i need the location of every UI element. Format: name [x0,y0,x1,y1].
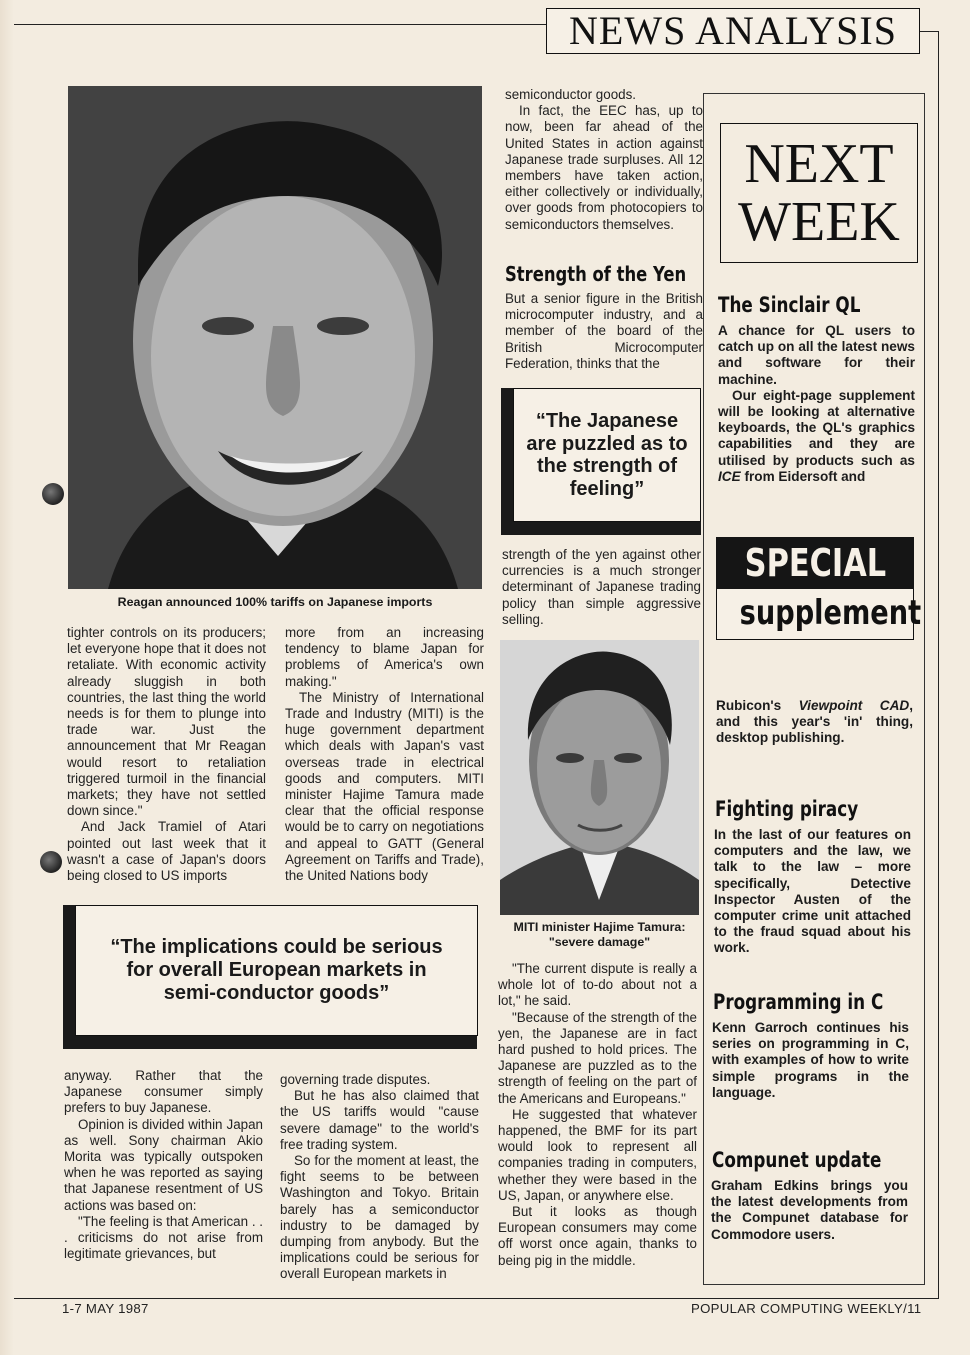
sidebar-heading-compunet-update: Compunet update [712,1148,882,1172]
sidebar-text-run: Our eight-page supplement will be looking at alternative keyboards, the QL's graphics capabilities and they are utilised by products such as [718,387,915,468]
footer-rule [14,1298,938,1299]
sidebar-paragraph: Kenn Garroch continues his series on programming in C, with examples of how to write simple programs in the language. [712,1020,909,1100]
article-paragraph: But it looks as though European consumers may come off worst once again, thanks to being pig in the middle. [498,1204,697,1268]
article-paragraph: "The feeling is that American . . . criticisms do not arise from legitimate grievances, but [64,1213,263,1262]
sidebar-text-italic: ICE [718,468,741,484]
sidebar-text-run: Rubicon's [716,698,799,713]
pull-quote-text: “The Japanese are puzzled as to the strength of feeling” [526,410,688,500]
binder-hole [40,851,62,873]
article-column-2-lower [280,1072,479,1283]
article-paragraph: semiconductor goods. [505,87,637,102]
sidebar-text-rubicon [716,698,913,747]
article-paragraph: But a senior figure in the British microcomputer industry, and a member of the board of the British Microcomputer Federation, thinks that the [505,291,703,371]
supplement-banner-word: supplement [739,593,922,633]
sidebar-text-run: from Eidersoft and [740,468,866,484]
pull-quote-text: “The implications could be serious for overall European markets in semi-conductor goods” [110,936,443,1004]
special-banner-bottom [716,589,922,640]
article-paragraph: "The current dispute is really a whole lot of to-do about not a lot," he said. [498,961,697,1009]
article-paragraph: anyway. Rather that the Japanese consumer simply prefers to buy Japanese. [64,1068,263,1116]
next-week-title-line1: NEXT [744,133,894,195]
article-paragraph: And Jack Tramiel of Atari pointed out last week that it wasn't a case of Japan's doors being closed to US imports [67,819,266,884]
tamura-photo [500,640,699,915]
article-paragraph: But he has also claimed that the US tariffs would "cause severe damage" to the world's free trading system. [280,1088,479,1152]
article-paragraph: more from an increasing tendency to blame Japan for problems of America's own making." [285,625,484,689]
special-banner-top [716,537,914,589]
header-rule [14,24,546,25]
article-column-3-continued [502,547,701,628]
sidebar-text-fighting-piracy [714,827,911,957]
footer-publication: POPULAR COMPUTING WEEKLY/11 [691,1301,922,1316]
page-edge-shadow [0,0,14,1355]
article-paragraph: "Because of the strength of the yen, the Japanese are in fact hard pushed to hold prices. The Japanese are puzzled as to the strength of feeling on the part of the Americans and Europeans." [498,1009,697,1106]
next-week-title-line2: WEEK [738,191,900,253]
next-week-sidebar [703,93,925,1285]
frame-right-rule [938,31,939,1299]
special-supplement-banner [716,537,922,641]
article-column-1-lower [64,1068,263,1262]
reagan-portrait-image [68,86,482,589]
pull-quote-european-markets [75,905,478,1036]
sidebar-text-italic: Viewpoint CAD [798,698,910,713]
sidebar-paragraph: Graham Edkins brings you the latest developments from the Compunet database for Commodore users. [711,1178,908,1242]
article-paragraph: strength of the yen against other currencies is a much stronger determinant of Japanese trading policy than simple aggressive selling. [502,547,701,627]
article-paragraph: governing trade disputes. [280,1072,431,1087]
article-column-3-middle [505,291,703,372]
sidebar-text-run: , and this year's 'in' thing, desktop publishing. [716,698,913,746]
tamura-photo-caption: MITI minister Hajime Tamura: "severe damage" [513,920,686,949]
reagan-photo-caption: Reagan announced 100% tariffs on Japanese imports [117,595,433,609]
article-paragraph: The Ministry of International Trade and Industry (MITI) is the huge government department which deals with Japan's vast overseas trade in electrical goods and computers. MITI minister Hajime Tamura made clear that the official response would be to carry on negotiations and appeal to GATT (General Agreement on Tariffs and Trade), the United Nations body [285,689,484,884]
article-column-3-upper [505,87,703,233]
reagan-photo [68,86,482,589]
sidebar-heading-programming-in-c: Programming in C [713,990,884,1014]
pull-quote-japanese-puzzled [513,388,701,522]
article-paragraph: He suggested that whatever happened, the BMF for its part would look to represent all companies trading in computers, whether they were based in the US, Japan, or anywhere else. [498,1106,697,1203]
article-paragraph: So for the moment at least, the fight seems to be between Washington and Tokyo. Britain barely has a semiconductor industry to be damaged by dumping from anybody. But the implications could be serious for overall European markets in [280,1153,479,1282]
article-column-3-lower [498,961,697,1269]
article-paragraph: Opinion is divided within Japan as well. Sony chairman Akio Morita was typically outspoken when he was reported as saying that Japanese resentment of US actions was based on: [64,1116,263,1213]
sidebar-text-sinclair-ql [718,323,915,485]
article-paragraph: tighter controls on its producers; let everyone hope that it does not retaliate. With economic activity already sluggish in both countries, the last thing the world needs is for them to plunge into trade war. Just the announcement that Mr Reagan would resort to retaliation triggered turmoil in the financial markets; they have not settled down since." [67,625,266,819]
article-column-2-upper [285,625,484,884]
special-banner-word: SPECIAL [744,541,886,585]
footer-date: 1-7 MAY 1987 [62,1301,149,1316]
sidebar-text-programming-in-c [712,1020,909,1101]
sidebar-heading-fighting-piracy: Fighting piracy [715,797,859,821]
next-week-box [720,123,918,263]
header-rule-right [918,31,938,32]
sidebar-paragraph [716,698,913,747]
binder-hole [42,483,64,505]
sidebar-paragraph: A chance for QL users to catch up on all the latest news and software for their machine. [718,323,915,387]
sidebar-paragraph: In the last of our features on computers and the law, we talk to the law – more specifically, Detective Inspector Austen of the computer crime unit attached to the fraud squad about his work. [714,827,911,956]
sidebar-paragraph [718,388,915,485]
article-paragraph: In fact, the EEC has, up to now, been far ahead of the United States in action against Japanese trade surpluses. All 12 members have taken action, either collectively or individually, over goods from photocopiers to semiconductors themselves. [505,103,703,232]
section-masthead: NEWS ANALYSIS [546,8,920,54]
sidebar-text-compunet-update [711,1178,908,1243]
article-column-1-upper [67,625,266,884]
tamura-portrait-image [500,640,699,915]
sidebar-heading-sinclair-ql: The Sinclair QL [718,293,861,317]
subheading-strength-of-yen: Strength of the Yen [505,262,687,286]
